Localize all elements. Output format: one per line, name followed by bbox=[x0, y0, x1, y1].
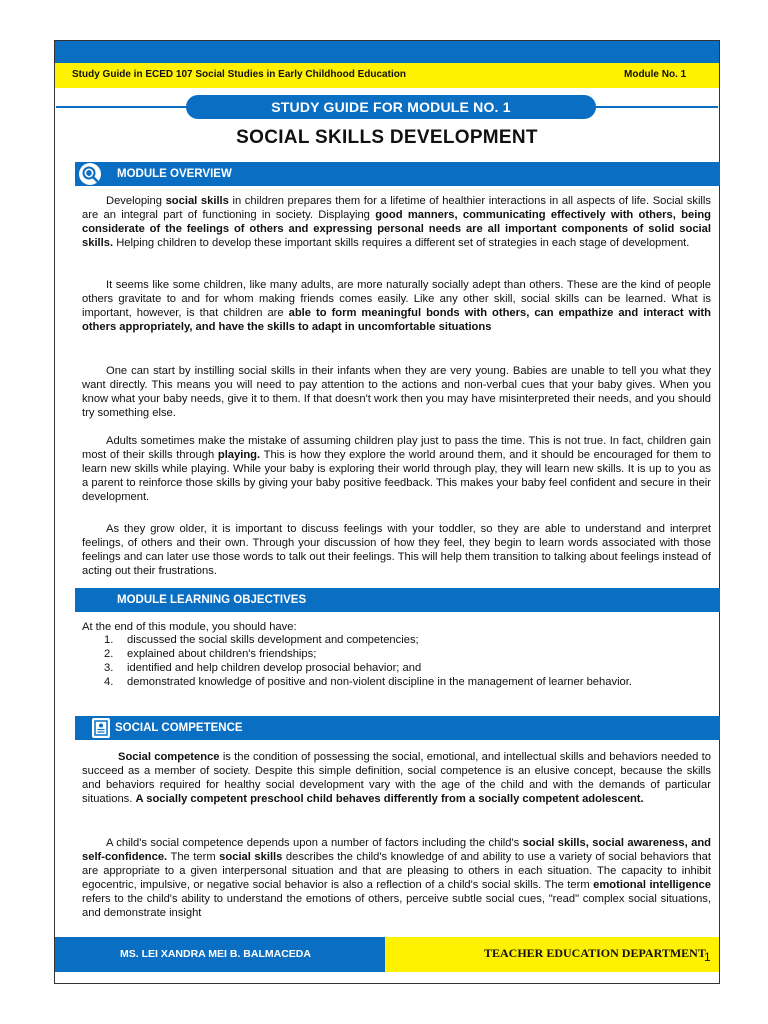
author-name: MS. LEI XANDRA MEI B. BALMACEDA bbox=[120, 948, 311, 960]
top-color-band bbox=[55, 41, 719, 63]
document-icon bbox=[92, 718, 110, 738]
objectives-intro: At the end of this module, you should have: bbox=[82, 621, 297, 633]
list-item: 2. explained about children's friendships; bbox=[104, 647, 317, 660]
list-item: 4. demonstrated knowledge of positive and non-violent discipline in the management of learner behavior. bbox=[104, 675, 632, 688]
competence-paragraph-2: A child's social competence depends upon a number of factors including the child's social skills, social awareness, and self-confidence. The term social skills describes the child's knowledge of and ability to use a variety of social behaviors that are appropriate to a given interpersonal situation and that are pleasing to others in each situation. The capacity to inhibit egocentric, impulsive, or negative social behavior is also a reflection of a child's social skills. The term emotional intelligence refers to the child's ability to understand the emotions of others, perceive subtle social cues, "read" complex social situations, and demonstrate insight bbox=[82, 837, 712, 919]
section-heading: SOCIAL COMPETENCE bbox=[115, 722, 243, 734]
section-learning-objectives bbox=[75, 588, 720, 612]
search-icon bbox=[79, 163, 101, 185]
overview-paragraph-5: As they grow older, it is important to discuss feelings with your toddler, so they are able to understand and interpret feelings, of others and their own. Through your discussion of how they feel, they begin to learn words associated with those feelings and can later use those words to talk out their feelings. This will help them transition to talking about feelings instead of acting out their frustrations. bbox=[82, 523, 711, 577]
objectives-list bbox=[82, 634, 682, 690]
study-guide-title: STUDY GUIDE FOR MODULE NO. 1 bbox=[186, 95, 596, 119]
list-item: 3. identified and help children develop prosocial behavior; and bbox=[104, 661, 422, 674]
list-item: 1. discussed the social skills development and competencies; bbox=[104, 634, 419, 646]
section-heading: MODULE OVERVIEW bbox=[117, 168, 232, 180]
page-number: 1 bbox=[704, 950, 711, 964]
section-heading: MODULE LEARNING OBJECTIVES bbox=[117, 594, 307, 606]
section-module-overview bbox=[75, 162, 720, 186]
overview-paragraph-2: It seems like some children, like many adults, are more naturally socially adept than others. These are the kind of people others gravitate to and for whom making friends comes easily. Like any other skill, social skills can be learned. What is important, however, is that children are able to form meaningful bonds with others, can empathize and interact with others appropriately, and have the skills to adapt in uncomfortable situations bbox=[82, 279, 711, 333]
module-number: Module No. 1 bbox=[624, 69, 687, 80]
competence-paragraph-1: Social competence is the condition of possessing the social, emotional, and intellectual skills and behaviors needed to succeed as a member of society. Despite this simple definition, social competence is an elusive concept, because the skills and behaviors required for healthy social development vary with the age of the child and with the demands of particular situations. A socially competent preschool child behaves differently from a socially competent adolescent. bbox=[82, 751, 711, 805]
overview-paragraph-3: One can start by instilling social skills in their infants when they are very young. Babies are unable to tell you what they want directly. This means you will need to pay attention to the actions and non-verbal cues that your baby gives. When you know what your baby needs, give it to them. If that doesn't work then you may have misinterpreted their needs, and you should try something else. bbox=[82, 365, 711, 419]
overview-paragraph-4: Adults sometimes make the mistake of assuming children play just to pass the time. This is not true. In fact, children gain most of their skills through playing. This is how they explore the world around them, and it should be encouraged for them to learn new skills while playing. While your baby is exploring their world through play, they will learn new skills. It is up to you as a parent to reinforce those skills by giving your baby positive feedback. This makes your baby feel confident and secure in their development. bbox=[82, 435, 711, 503]
department-name: TEACHER EDUCATION DEPARTMENT bbox=[484, 946, 706, 960]
course-title: Study Guide in ECED 107 Social Studies in Early Childhood Education bbox=[72, 69, 406, 80]
page-title: SOCIAL SKILLS DEVELOPMENT bbox=[236, 127, 538, 148]
section-social-competence bbox=[75, 716, 720, 740]
overview-paragraph-1: Developing social skills in children prepares them for a lifetime of healthier interactions in all aspects of life. Social skills are an integral part of functioning in society. Displaying good manners, communicating effectively with others, being considerate of the feelings of others and expressing personal needs are all important components of solid social skills. Helping children to develop these important skills requires a different set of strategies in each stage of development. bbox=[82, 195, 711, 249]
